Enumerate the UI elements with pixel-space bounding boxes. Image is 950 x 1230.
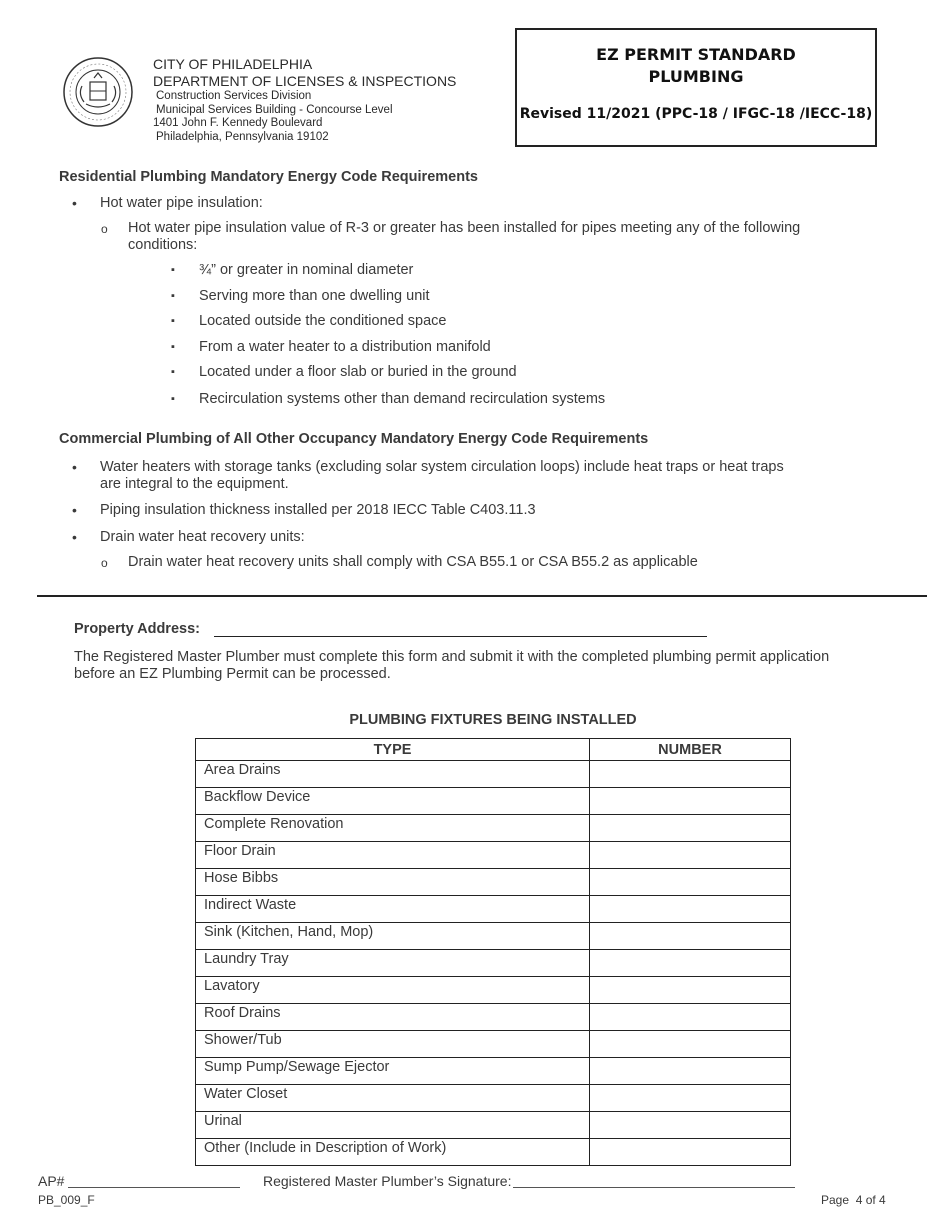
condition-item: ▪ Recirculation systems other than demand recirculation systems xyxy=(199,391,605,408)
fixture-type: Area Drains xyxy=(196,761,590,788)
fixtures-title: PLUMBING FIXTURES BEING INSTALLED xyxy=(349,712,637,728)
commercial-sub-bullet: o Drain water heat recovery units shall comply with CSA B55.1 or CSA B55.2 as applicable xyxy=(128,554,698,571)
col-type-header: TYPE xyxy=(196,739,590,761)
section-divider xyxy=(37,595,927,597)
city-state-zip: Philadelphia, Pennsylvania 19102 xyxy=(156,130,329,143)
city-name: CITY OF PHILADELPHIA xyxy=(153,56,313,72)
commercial-bullet-insulation: • Piping insulation thickness installed per 2018 IECC Table C403.11.3 xyxy=(100,502,536,519)
fixture-type: Sump Pump/Sewage Ejector xyxy=(196,1058,590,1085)
fixture-number-input[interactable] xyxy=(590,842,791,869)
instructions-line2: before an EZ Plumbing Permit can be processed. xyxy=(74,666,391,682)
commercial-heading: Commercial Plumbing of All Other Occupancy Mandatory Energy Code Requirements xyxy=(59,431,649,447)
fixture-type: Urinal xyxy=(196,1112,590,1139)
fixture-type: Shower/Tub xyxy=(196,1031,590,1058)
property-address-label: Property Address: xyxy=(74,621,200,637)
fixture-number-input[interactable] xyxy=(590,1139,791,1166)
street-address: 1401 John F. Kennedy Boulevard xyxy=(153,117,323,129)
table-header-row xyxy=(196,739,791,761)
page-number: Page 4 of 4 xyxy=(821,1193,886,1207)
fixture-type: Roof Drains xyxy=(196,1004,590,1031)
fixture-number-input[interactable] xyxy=(590,1112,791,1139)
fixture-number-input[interactable] xyxy=(590,869,791,896)
fixture-number-input[interactable] xyxy=(590,1058,791,1085)
instructions xyxy=(74,649,829,683)
fixture-number-input[interactable] xyxy=(590,950,791,977)
fixture-type: Sink (Kitchen, Hand, Mop) xyxy=(196,923,590,950)
commercial-bullet-drain-recovery: • Drain water heat recovery units: xyxy=(100,529,305,546)
residential-heading: Residential Plumbing Mandatory Energy Code Requirements xyxy=(59,169,478,185)
table-row xyxy=(196,1058,791,1085)
table-row xyxy=(196,815,791,842)
form-code: PB_009_F xyxy=(38,1193,95,1207)
fixture-type: Lavatory xyxy=(196,977,590,1004)
signature-input[interactable] xyxy=(513,1187,795,1188)
condition-item: ▪ Located outside the conditioned space xyxy=(199,313,447,330)
fixture-type: Laundry Tray xyxy=(196,950,590,977)
fixture-type: Hose Bibbs xyxy=(196,869,590,896)
commercial-bullet-line1: • Water heaters with storage tanks (excluding solar system circulation loops) include heat traps or heat traps xyxy=(100,459,784,475)
form-title-line2: PLUMBING xyxy=(648,67,744,86)
division-name: Construction Services Division xyxy=(156,90,312,102)
fixture-type: Water Closet xyxy=(196,1085,590,1112)
ap-number-label: AP# xyxy=(38,1173,65,1189)
fixture-number-input[interactable] xyxy=(590,923,791,950)
agency-block xyxy=(153,56,456,144)
fixtures-table xyxy=(195,738,791,1166)
revision-text: Revised 11/2021 (PPC-18 / IFGC-18 /IECC-18) xyxy=(519,106,873,122)
table-row xyxy=(196,761,791,788)
residential-sub-line2: conditions: xyxy=(128,237,198,253)
table-row xyxy=(196,1031,791,1058)
ap-number-input[interactable] xyxy=(68,1187,240,1188)
form-title-box xyxy=(515,28,877,147)
residential-sub-line1: o Hot water pipe insulation value of R-3 or greater has been installed for pipes meeting any of the following xyxy=(128,220,801,236)
property-address-input[interactable] xyxy=(214,636,707,637)
table-row xyxy=(196,842,791,869)
fixture-type: Indirect Waste xyxy=(196,896,590,923)
condition-item: ▪ Located under a floor slab or buried in the ground xyxy=(199,364,517,381)
city-seal-logo xyxy=(62,56,134,128)
fixture-type: Other (Include in Description of Work) xyxy=(196,1139,590,1166)
residential-bullet: • Hot water pipe insulation: xyxy=(100,195,263,212)
fixture-type: Floor Drain xyxy=(196,842,590,869)
fixture-number-input[interactable] xyxy=(590,896,791,923)
fixture-number-input[interactable] xyxy=(590,1031,791,1058)
commercial-bullet-line2: are integral to the equipment. xyxy=(100,476,289,492)
table-row xyxy=(196,1112,791,1139)
residential-sub-bullet xyxy=(128,220,800,254)
signature-label: Registered Master Plumber’s Signature: xyxy=(263,1173,512,1189)
fixture-number-input[interactable] xyxy=(590,1085,791,1112)
fixture-number-input[interactable] xyxy=(590,1004,791,1031)
fixture-number-input[interactable] xyxy=(590,788,791,815)
department-name: DEPARTMENT OF LICENSES & INSPECTIONS xyxy=(153,73,457,89)
table-row xyxy=(196,896,791,923)
fixture-number-input[interactable] xyxy=(590,815,791,842)
fixture-type: Backflow Device xyxy=(196,788,590,815)
table-row xyxy=(196,923,791,950)
fixture-number-input[interactable] xyxy=(590,977,791,1004)
fixture-type: Complete Renovation xyxy=(196,815,590,842)
commercial-bullet-heat-traps xyxy=(100,459,784,493)
form-title-line1: EZ PERMIT STANDARD xyxy=(596,45,796,64)
building-name: Municipal Services Building - Concourse Level xyxy=(156,103,393,116)
col-number-header: NUMBER xyxy=(590,739,791,761)
table-row xyxy=(196,788,791,815)
table-row xyxy=(196,950,791,977)
table-row xyxy=(196,1139,791,1166)
instructions-line1: The Registered Master Plumber must complete this form and submit it with the completed plumbing permit application xyxy=(74,649,830,665)
condition-item: ▪ ¾” or greater in nominal diameter xyxy=(199,262,413,279)
table-row xyxy=(196,1085,791,1112)
fixture-number-input[interactable] xyxy=(590,761,791,788)
table-row xyxy=(196,1004,791,1031)
condition-item: ▪ From a water heater to a distribution manifold xyxy=(199,339,491,356)
condition-item: ▪ Serving more than one dwelling unit xyxy=(199,288,430,305)
table-row xyxy=(196,977,791,1004)
table-row xyxy=(196,869,791,896)
